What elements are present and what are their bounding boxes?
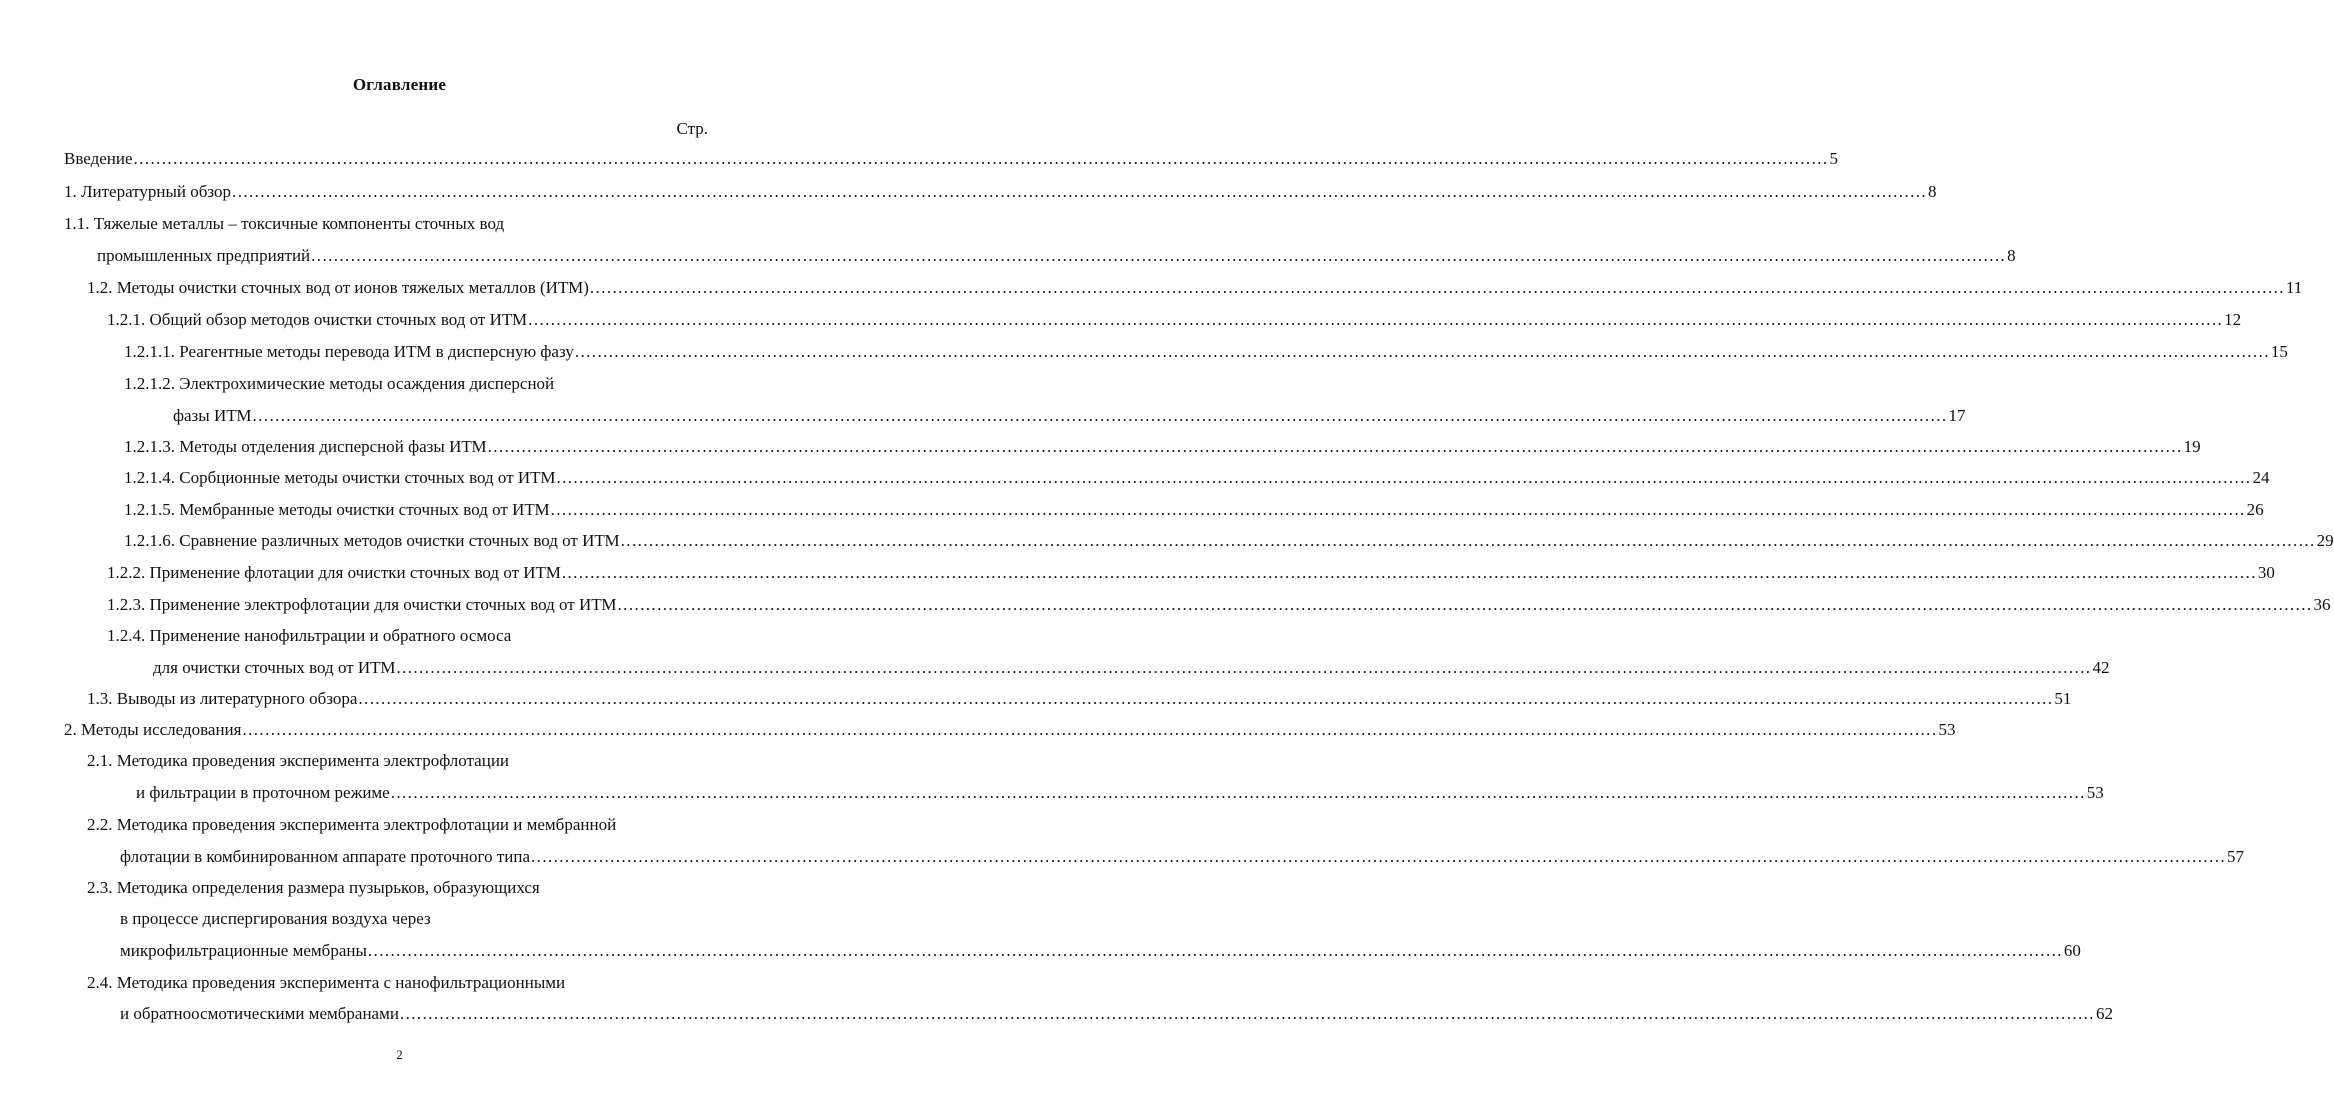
toc-entry-text: 1.2.1.4. Сорбционные методы очистки сточных вод от ИТМ <box>124 468 556 487</box>
toc-entry <box>0 182 1937 213</box>
dot-leader: ............................................................................................................................................................................................................................................................................................................ <box>617 595 2313 614</box>
toc-entry-text: флотации в комбинированном аппарате проточного типа <box>120 847 531 866</box>
toc-entry-text: 1.1. Тяжелые металлы – токсичные компоненты сточных вод <box>64 214 505 233</box>
toc-entry <box>0 689 2072 720</box>
toc-entry-page: 62 <box>2095 1004 2113 1023</box>
toc-entry-page: 30 <box>2257 563 2275 582</box>
toc-entry <box>0 626 799 657</box>
page-number: 2 <box>396 1047 403 1062</box>
toc-entry-page: 53 <box>2086 783 2104 802</box>
dot-leader: ............................................................................................................................................................................................................................................................................................................ <box>252 406 1948 425</box>
dot-leader: ............................................................................................................................................................................................................................................................................................................ <box>550 500 2246 519</box>
toc-entry-text: фазы ИТМ <box>173 406 252 425</box>
toc-entry-text: 1. Литературный обзор <box>64 182 232 201</box>
toc-entry-text: 1.2.3. Применение электрофлотации для очистки сточных вод от ИТМ <box>107 595 617 614</box>
page-title: Оглавление <box>352 75 447 94</box>
toc-entry-text: для очистки сточных вод от ИТМ <box>153 658 396 677</box>
dot-leader: ............................................................................................................................................................................................................................................................................................................ <box>311 246 2007 265</box>
toc-entry <box>0 658 2110 689</box>
toc-leader <box>556 468 2270 488</box>
toc-entry-page: 29 <box>2316 531 2334 550</box>
toc-entry-text: и фильтрации в проточном режиме <box>136 783 390 802</box>
toc-entry <box>0 500 2264 531</box>
toc-entry-page: 51 <box>2054 689 2072 708</box>
toc-entry <box>0 437 2201 468</box>
dot-leader: ............................................................................................................................................................................................................................................................................................................ <box>589 278 2285 297</box>
dot-leader: ............................................................................................................................................................................................................................................................................................................ <box>367 941 2063 960</box>
toc-entry-page: 17 <box>1948 406 1966 425</box>
toc-entry-text: 2.4. Методика проведения эксперимента с нанофильтрационными <box>87 973 566 992</box>
toc-entry <box>0 595 2331 626</box>
toc-entry-text: 1.2.1.3. Методы отделения дисперсной фазы ИТМ <box>124 437 487 456</box>
dot-leader: ............................................................................................................................................................................................................................................................................................................ <box>396 658 2092 677</box>
toc-entry <box>0 342 2288 373</box>
toc-entry <box>0 149 1839 180</box>
toc-leader <box>252 406 1966 426</box>
toc-leader <box>242 720 1956 740</box>
toc-leader <box>487 437 2201 457</box>
toc-entry-text: в процессе диспергирования воздуха через <box>120 909 431 928</box>
toc-entry <box>0 815 799 846</box>
toc-entry-page: 5 <box>1829 149 1839 168</box>
dot-leader: ............................................................................................................................................................................................................................................................................................................ <box>561 563 2257 582</box>
toc-entry <box>0 468 2270 499</box>
dot-leader: ............................................................................................................................................................................................................................................................................................................ <box>242 720 1938 739</box>
toc-entry-page: 19 <box>2183 437 2201 456</box>
toc-entry-page: 57 <box>2227 847 2245 866</box>
toc-leader <box>396 658 2110 678</box>
toc-leader <box>531 847 2245 867</box>
dot-leader: ............................................................................................................................................................................................................................................................................................................ <box>531 847 2227 866</box>
toc-entry-text: 1.2.1.5. Мембранные методы очистки сточных вод от ИТМ <box>124 500 550 519</box>
toc-entry-page: 36 <box>2313 595 2331 614</box>
toc-entry-text: 2.1. Методика проведения эксперимента электрофлотации <box>87 751 510 770</box>
toc-entry-text: 1.2.4. Применение нанофильтрации и обратного осмоса <box>107 626 512 645</box>
toc-entry-page: 42 <box>2092 658 2110 677</box>
toc-entry <box>0 720 1956 751</box>
dot-leader: ............................................................................................................................................................................................................................................................................................................ <box>487 437 2183 456</box>
toc-leader <box>589 278 2303 298</box>
toc-entry <box>0 278 2303 309</box>
toc-entry-page: 53 <box>1938 720 1956 739</box>
toc-leader <box>358 689 2072 709</box>
toc-entry <box>0 1004 2113 1035</box>
toc-leader <box>232 182 1937 202</box>
toc-entry <box>0 246 2016 277</box>
toc-entry <box>0 214 799 245</box>
toc-entry-text: промышленных предприятий <box>97 246 311 265</box>
dot-leader: ............................................................................................................................................................................................................................................................................................................ <box>133 149 1829 168</box>
toc-entry <box>0 783 2104 814</box>
dot-leader: ............................................................................................................................................................................................................................................................................................................ <box>574 342 2270 361</box>
toc-entry-page: 8 <box>2007 246 2016 265</box>
toc-entry-text: 2.3. Методика определения размера пузырьков, образующихся <box>87 878 540 897</box>
toc-leader <box>367 941 2081 961</box>
toc-entry <box>0 909 799 940</box>
toc-entry-text: 2.2. Методика проведения эксперимента электрофлотации и мембранной <box>87 815 617 834</box>
dot-leader: ............................................................................................................................................................................................................................................................................................................ <box>232 182 1928 201</box>
toc-leader <box>561 563 2275 583</box>
toc-leader <box>620 531 2334 551</box>
toc-leader <box>399 1004 2113 1024</box>
toc-entry <box>0 406 1966 437</box>
toc-leader <box>550 500 2264 520</box>
toc-leader <box>617 595 2331 615</box>
toc-entry-page: 12 <box>2224 310 2242 329</box>
toc-entry <box>0 847 2245 878</box>
toc-entry <box>0 310 2242 341</box>
toc-entry-text: Введение <box>64 149 133 168</box>
toc-entry <box>0 531 2334 562</box>
toc-entry-text: 1.2. Методы очистки сточных вод от ионов тяжелых металлов (ИТМ) <box>87 278 589 297</box>
toc-entry-page: 26 <box>2246 500 2264 519</box>
toc-entry-page: 60 <box>2063 941 2081 960</box>
page-column-label: Стр. <box>676 119 708 138</box>
toc-entry-text: микрофильтрационные мембраны <box>120 941 367 960</box>
dot-leader: ............................................................................................................................................................................................................................................................................................................ <box>528 310 2224 329</box>
toc-entry <box>0 374 799 405</box>
toc-leader <box>390 783 2104 803</box>
toc-entry <box>0 751 799 782</box>
toc-entry <box>0 878 799 909</box>
dot-leader: ............................................................................................................................................................................................................................................................................................................ <box>556 468 2252 487</box>
toc-leader <box>133 149 1839 169</box>
toc-entry-text: 2. Методы исследования <box>64 720 242 739</box>
toc-entry-text: 1.2.1. Общий обзор методов очистки сточных вод от ИТМ <box>107 310 528 329</box>
toc-entry-text: 1.2.2. Применение флотации для очистки сточных вод от ИТМ <box>107 563 561 582</box>
toc-entry-text: 1.3. Выводы из литературного обзора <box>87 689 358 708</box>
toc-entry <box>0 973 799 1004</box>
dot-leader: ............................................................................................................................................................................................................................................................................................................ <box>620 531 2316 550</box>
dot-leader: ............................................................................................................................................................................................................................................................................................................ <box>399 1004 2095 1023</box>
dot-leader: ............................................................................................................................................................................................................................................................................................................ <box>358 689 2054 708</box>
toc-entry-text: 1.2.1.6. Сравнение различных методов очистки сточных вод от ИТМ <box>124 531 620 550</box>
toc-leader <box>574 342 2288 362</box>
toc-entry-page: 24 <box>2252 468 2270 487</box>
toc-entry-page: 11 <box>2285 278 2303 297</box>
toc-entry <box>0 941 2081 972</box>
toc-entry-text: и обратноосмотическими мембранами <box>120 1004 399 1023</box>
toc-leader <box>311 246 2016 266</box>
dot-leader: ............................................................................................................................................................................................................................................................................................................ <box>390 783 2086 802</box>
toc-entry-page: 15 <box>2270 342 2288 361</box>
toc-entry-text: 1.2.1.1. Реагентные методы перевода ИТМ в дисперсную фазу <box>124 342 574 361</box>
toc-leader <box>528 310 2242 330</box>
toc-entry-page: 8 <box>1928 182 1937 201</box>
toc-entry <box>0 563 2275 594</box>
toc-entry-text: 1.2.1.2. Электрохимические методы осаждения дисперсной <box>124 374 555 393</box>
